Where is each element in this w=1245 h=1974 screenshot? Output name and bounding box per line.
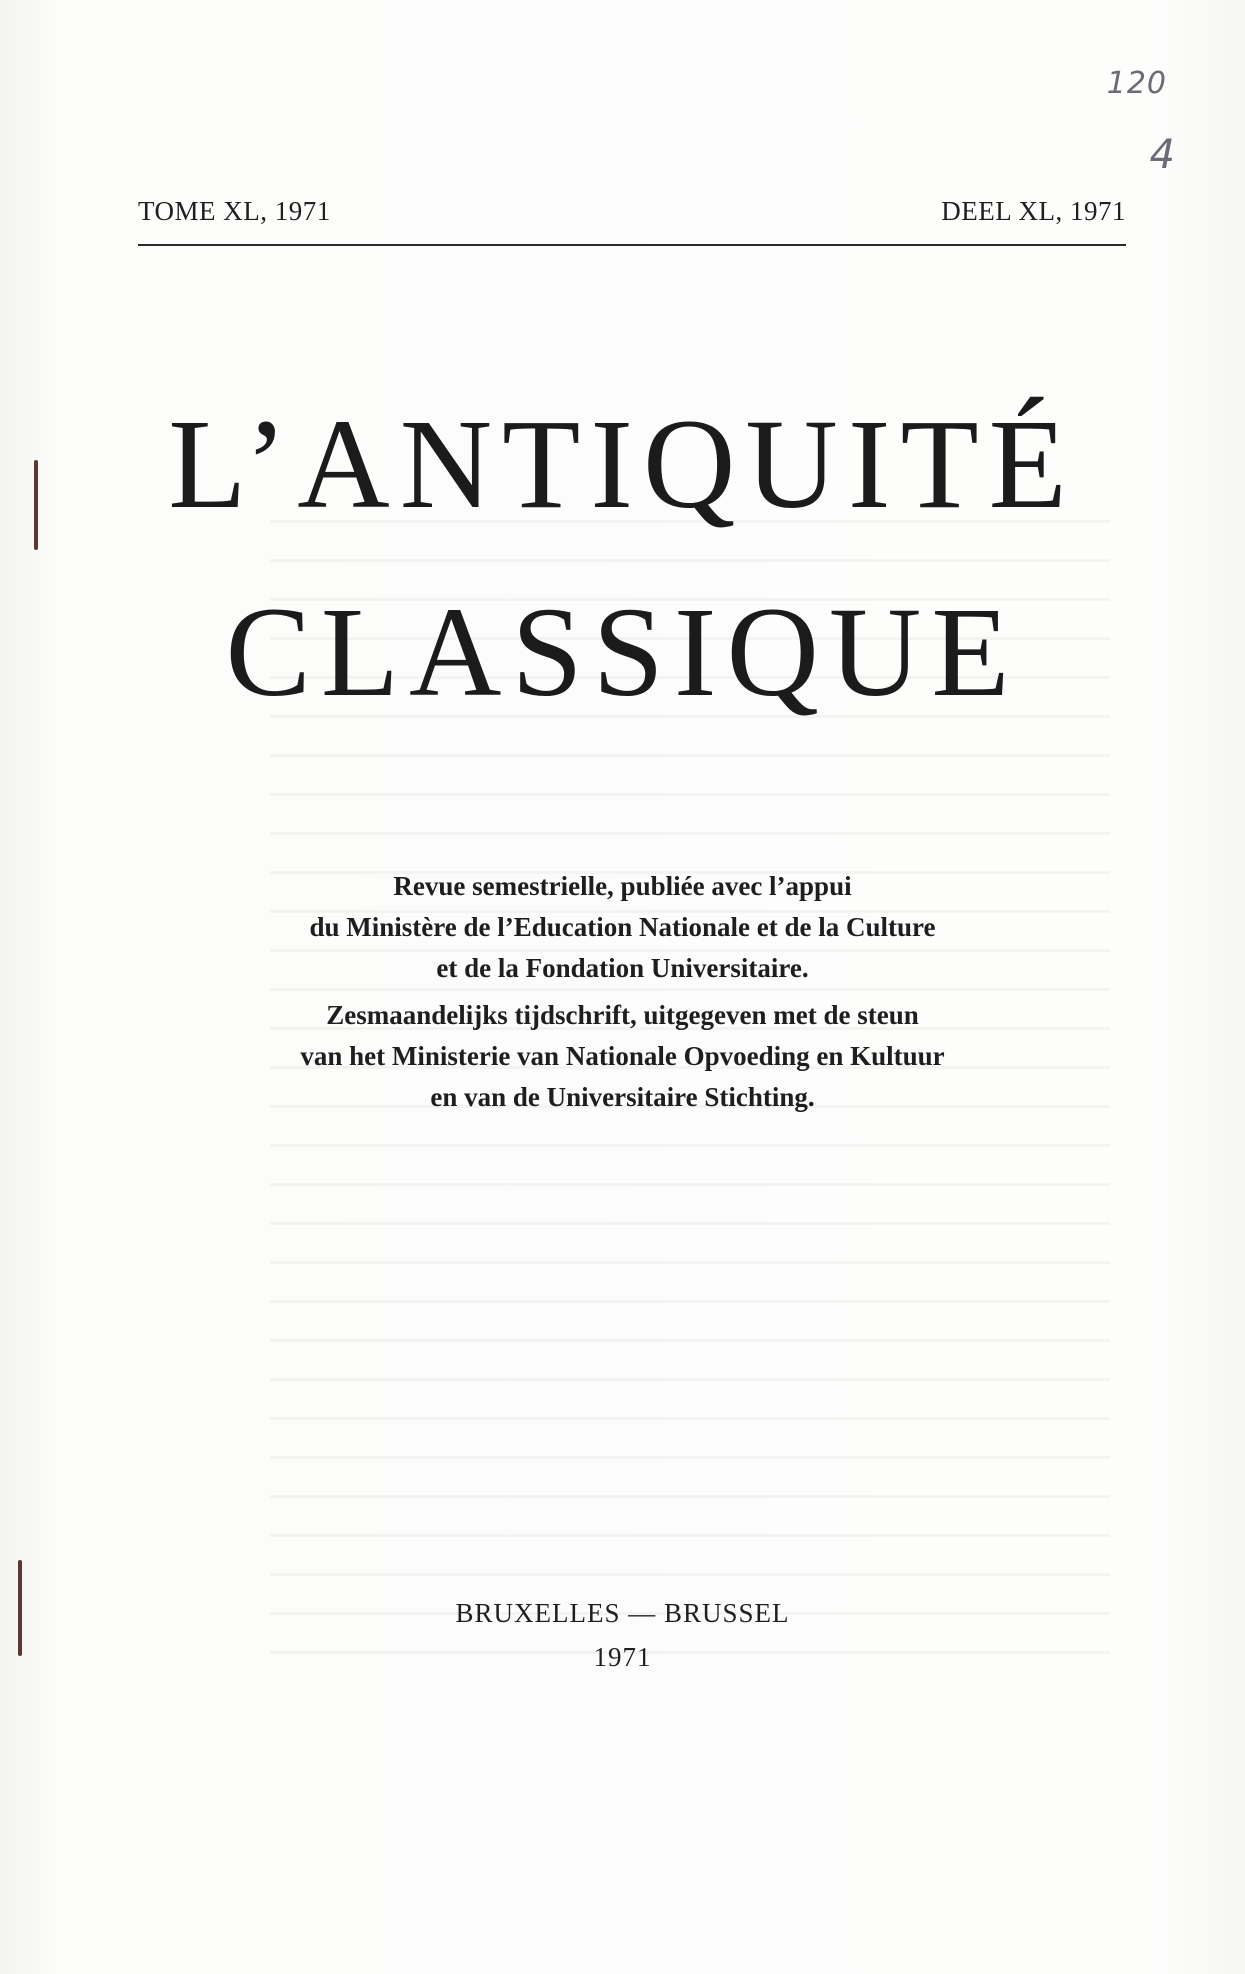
header-divider — [138, 244, 1126, 246]
imprint-year: 1971 — [593, 1642, 652, 1672]
header-volume-fr: TOME XL, 1971 — [138, 196, 331, 226]
handwritten-note: 4 — [1149, 132, 1175, 178]
subtitle-french — [0, 866, 1245, 989]
subtitle-line: en van de Universitaire Stichting. — [430, 1082, 815, 1112]
subtitle-line: van het Ministerie van Nationale Opvoeding en Kultuur — [300, 1041, 945, 1071]
subtitle-line: et de la Fondation Universitaire. — [436, 953, 809, 983]
handwritten-note: 120 — [1106, 66, 1167, 101]
subtitle-dutch — [0, 995, 1245, 1118]
header-volume-nl: DEEL XL, 1971 — [941, 196, 1126, 226]
journal-title-line-1: L’ANTIQUITÉ — [168, 393, 1077, 535]
imprint-city: BRUXELLES — BRUSSEL — [455, 1598, 790, 1628]
header-row — [138, 196, 1126, 236]
subtitle-line: Revue semestrielle, publiée avec l’appui — [393, 871, 852, 901]
journal-title-line-2: CLASSIQUE — [225, 581, 1020, 723]
subtitle-line: Zesmaandelijks tijdschrift, uitgegeven met de steun — [326, 1000, 919, 1030]
subtitle-line: du Ministère de l’Education Nationale et de la Culture — [309, 912, 936, 942]
